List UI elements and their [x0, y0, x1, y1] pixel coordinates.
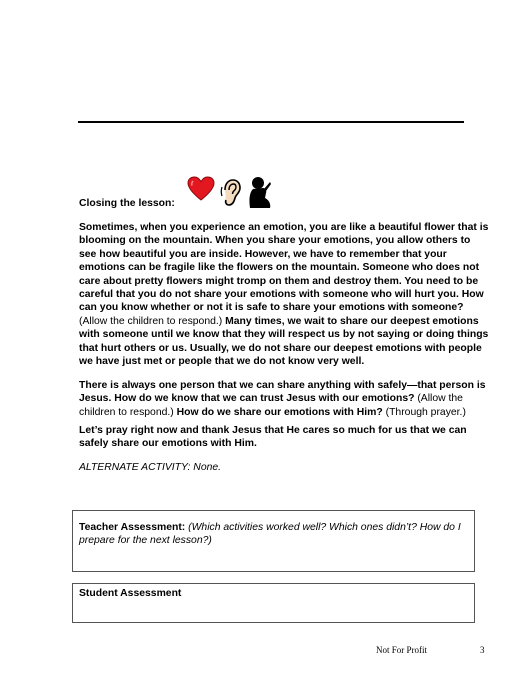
teacher-note: (Through prayer.) [385, 406, 466, 418]
paragraph-prayer: Let’s pray right now and thank Jesus that He cares so much for us that we can safely share our emotions with Him. [79, 425, 467, 450]
horizontal-rule [78, 121, 464, 123]
alternate-activity: ALTERNATE ACTIVITY: None. [79, 462, 222, 473]
closing-label: Closing the lesson: [79, 198, 175, 209]
page-number: 3 [480, 645, 485, 655]
praying-child-icon [246, 176, 276, 210]
paragraph-text: How do we share our emotions with Him? [176, 406, 383, 418]
footer-text: Not For Profit [376, 645, 428, 655]
paragraph-jesus [79, 379, 489, 419]
teacher-assessment-box[interactable] [72, 510, 475, 572]
paragraph-text: There is always one person that we can share anything with safely—that person is Jesus. How do we know that we can trust Jesus with our emotions? [79, 380, 486, 405]
teacher-assessment-prompt: (Which activities worked well? Which ones didn’t? How do I prepare for the next lesson?) [79, 522, 461, 547]
teacher-note: (Allow the children to respond.) [79, 393, 463, 418]
closing-header [79, 176, 379, 212]
teacher-note: (Allow the children to respond.) [79, 315, 223, 327]
paragraph-emotions-flower [79, 221, 489, 368]
teacher-assessment-text [79, 521, 468, 548]
paragraph-text: Many times, we wait to share our deepest emotions with someone until we know that they will respect us by not saying or doing things that hurt others or us. Usually, we do not share our deepest emotions with people we have just met or people that we do not know very well. [79, 315, 489, 368]
paragraph-text: Sometimes, when you experience an emotion, you are like a beautiful flower that is blooming on the mountain. When you share your emotions, you allow others to see how beautiful you are inside. However, we have to remember that your emotions can be fragile like the flowers on the mountain. Someone who does not care about pretty flowers might tromp on them and destroy them. You need to be careful that you do not share your emotions with someone who will hurt you. How can you know whether or not it is safe to share your emotions with someone? [79, 222, 489, 314]
ear-icon [220, 178, 242, 208]
student-assessment-box[interactable] [72, 583, 475, 623]
student-assessment-label: Student Assessment [79, 588, 182, 599]
heart-icon [187, 176, 215, 202]
teacher-assessment-label: Teacher Assessment: [79, 522, 186, 533]
